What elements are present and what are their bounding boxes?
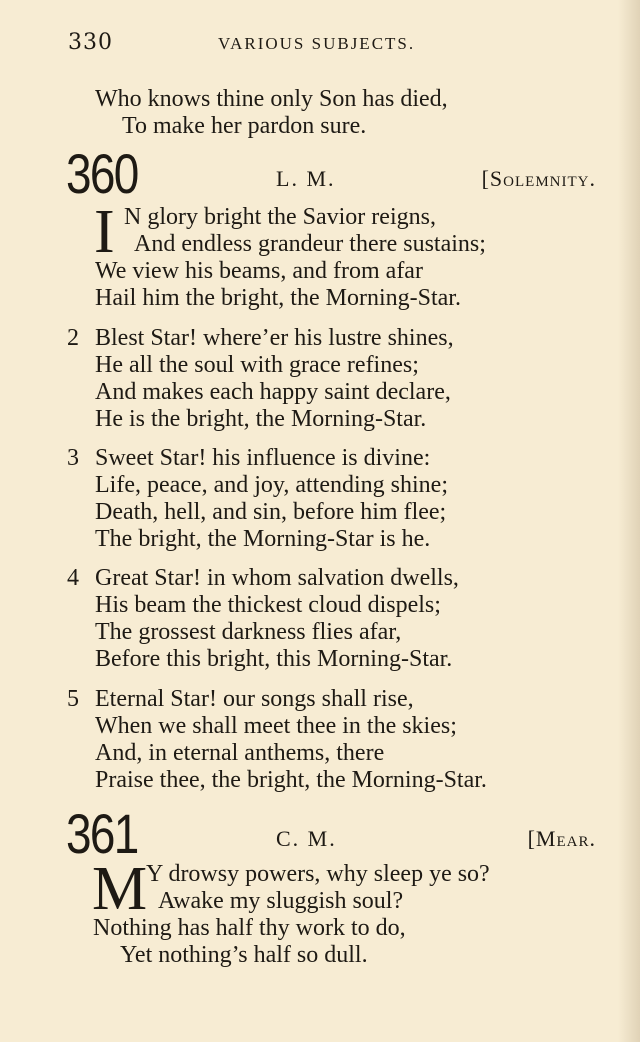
page-edge-shadow — [618, 0, 640, 1042]
hymn-360-v1-line-4: Hail him the bright, the Morning-Star. — [95, 285, 461, 311]
hymn-361-dropcap: M — [92, 855, 148, 923]
hymn-360-v2-line-1: Blest Star! where’er his lustre shines, — [95, 325, 454, 351]
hymn-360-verse-5-number: 5 — [67, 686, 79, 712]
hymn-360-v3-line-4: The bright, the Morning-Star is he. — [95, 526, 431, 552]
hymn-360-meter: L. M. — [276, 166, 336, 191]
hymn-360-v1-line-2: And endless grandeur there sustains; — [134, 231, 486, 257]
hymn-360-v4-line-2: His beam the thickest cloud dispels; — [95, 592, 441, 618]
hymn-360-dropcap: I — [94, 198, 115, 266]
hymn-360-verse-3-number: 3 — [67, 445, 79, 471]
hymn-360-number: 360 — [66, 142, 138, 205]
running-head — [68, 30, 588, 60]
hymn-361-tune: [Mear. — [527, 826, 596, 851]
hymn-360-v3-line-1: Sweet Star! his influence is divine: — [95, 445, 431, 471]
hymn-360-v3-line-2: Life, peace, and joy, attending shine; — [95, 472, 448, 498]
hymn-360-v5-line-1: Eternal Star! our songs shall rise, — [95, 686, 414, 712]
hymn-360-v5-line-2: When we shall meet thee in the skies; — [95, 713, 457, 739]
hymn-360-v4-line-4: Before this bright, this Morning-Star. — [95, 646, 453, 672]
hymn-360-v2-line-3: And makes each happy saint declare, — [95, 379, 451, 405]
hymn-360-verse-2-number: 2 — [67, 325, 79, 351]
hymn-360-header — [66, 142, 596, 206]
hymn-360-tune: [Solemnity. — [481, 166, 596, 191]
hymn-360-v5-line-3: And, in eternal anthems, there — [95, 740, 385, 766]
hymn-360-v5-line-4: Praise thee, the bright, the Morning-Star. — [95, 767, 487, 793]
hymn-361-v1-line-4: Yet nothing’s half so dull. — [120, 942, 368, 968]
hymn-360-v4-line-3: The grossest darkness flies afar, — [95, 619, 402, 645]
hymn-360-v1-line-1: N glory bright the Savior reigns, — [124, 204, 436, 230]
hymn-360-verse-4-number: 4 — [67, 565, 79, 591]
hymn-361-v1-line-2: Awake my sluggish soul? — [158, 888, 404, 914]
hymn-361-v1-line-1: Y drowsy powers, why sleep ye so? — [146, 861, 490, 887]
continuation-line-1: Who knows thine only Son has died, — [95, 86, 448, 112]
hymn-360-v2-line-2: He all the soul with grace refines; — [95, 352, 419, 378]
hymn-361-v1-line-3: Nothing has half thy work to do, — [93, 915, 406, 941]
page-number: 330 — [68, 30, 113, 55]
hymn-360-v2-line-4: He is the bright, the Morning-Star. — [95, 406, 427, 432]
hymn-360-v4-line-1: Great Star! in whom salvation dwells, — [95, 565, 459, 591]
hymn-360-v1-line-3: We view his beams, and from afar — [95, 258, 423, 284]
running-title: VARIOUS SUBJECTS. — [218, 34, 416, 53]
hymn-360-v3-line-3: Death, hell, and sin, before him flee; — [95, 499, 447, 525]
hymn-361-number: 361 — [66, 802, 138, 865]
continuation-line-2: To make her pardon sure. — [122, 113, 367, 139]
hymn-361-meter: C. M. — [276, 826, 337, 851]
